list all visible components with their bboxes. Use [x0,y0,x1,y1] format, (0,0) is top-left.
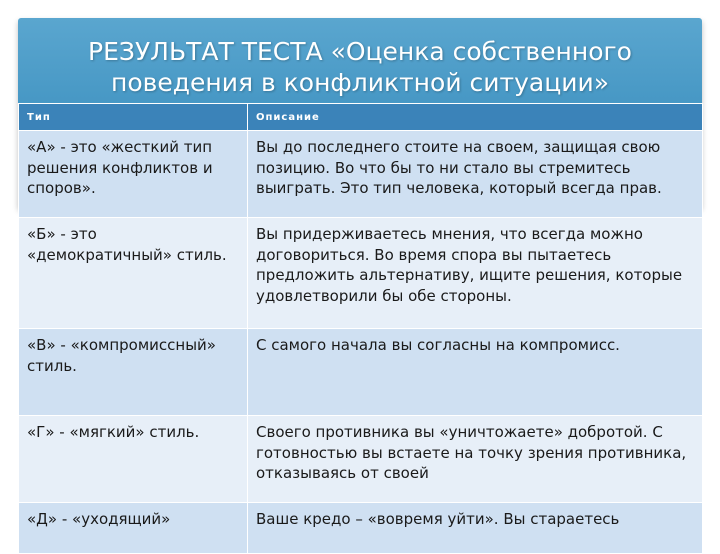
type-cell: «А» - это «жесткий тип решения конфликтов и споров». [19,131,248,218]
type-cell: «В» - «компромиссный» стиль. [19,329,248,416]
table-row [19,503,703,554]
result-table [18,103,703,554]
table-row [19,416,703,503]
description-cell: С самого начала вы согласны на компромисс. [248,329,703,416]
description-cell: Ваше кредо – «вовремя уйти». Вы стараетесь [248,503,703,554]
description-cell: Своего противника вы «уничтожаете» добротой. С готовностью вы встаете на точку зрения противника, отказываясь от своей [248,416,703,503]
header-description: Описание [248,104,703,131]
table-row [19,131,703,218]
table-header-row [19,104,703,131]
type-cell: «Д» - «уходящий» [19,503,248,554]
slide-title: РЕЗУЛЬТАТ ТЕСТА «Оценка собственного поведения в конфликтной ситуации» [88,37,632,97]
description-cell: Вы до последнего стоите на своем, защищая свою позицию. Во что бы то ни стало вы стремитесь выиграть. Это тип человека, который всегда прав. [248,131,703,218]
description-cell: Вы придерживаетесь мнения, что всегда можно договориться. Во время спора вы пытаетесь предложить альтернативу, ищите решения, которые удовлетворили бы обе стороны. [248,218,703,329]
type-cell: «Г» - «мягкий» стиль. [19,416,248,503]
header-type: Тип [19,104,248,131]
table-row [19,329,703,416]
table-row [19,218,703,329]
type-cell: «Б» - это «демократичный» стиль. [19,218,248,329]
